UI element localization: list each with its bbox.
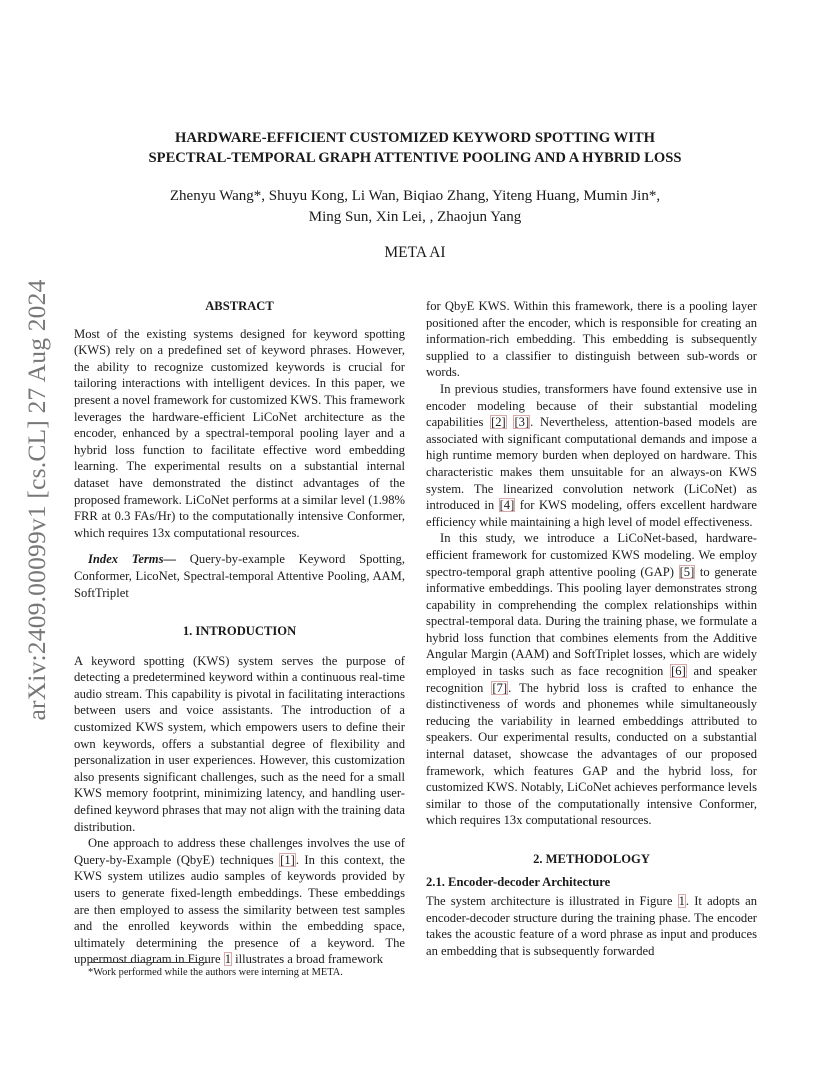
intro-paragraph-1: A keyword spotting (KWS) system serves the purpose of detecting a predetermined keyword within a continuous real-time audio stream. This capability is pivotal in facilitating interactions between users and voice assistants. The introduction of a customized KWS system, which empowers users to define their own keywords, offers a substantial degree of flexibility and personalization in user experiences. However, this customization also presents significant challenges, such as the need for a small KWS memory footprint, minimizing latency, and handling user-defined keyword phrases that may not align with the training data distribution. bbox=[74, 653, 405, 834]
index-terms bbox=[74, 551, 405, 601]
index-terms-text: Query-by-example Keyword Spotting, Conformer, LicoNet, Spectral-temporal Attentive Pooling, AAM, SoftTriplet bbox=[74, 552, 405, 600]
figure-link[interactable]: 1 bbox=[678, 894, 685, 909]
title-line-2: SPECTRAL-TEMPORAL GRAPH ATTENTIVE POOLING AND A HYBRID LOSS bbox=[148, 150, 682, 166]
methodology-heading: 2. METHODOLOGY bbox=[533, 852, 650, 866]
intro-paragraph-2: One approach to address these challenges involves the use of Query-by-Example (QbyE) techniques [1]. In this context, the KWS system utilizes audio samples of keywords provided by users to generate fixed-length embeddings. These embeddings are then employed to assess the similarity between test samples and the enrolled keywords within the embedding space, ultimately determining the presence of a keyword. The uppermost diagram in Figure 1 illustrates a broad framework bbox=[74, 836, 405, 967]
methodology-paragraph: The system architecture is illustrated in Figure 1. It adopts an encoder-decoder structure during the training phase. The encoder takes the acoustic feature of a word phrase as input and produces an embedding that is subsequently forwarded bbox=[426, 894, 757, 958]
arxiv-sidebar bbox=[14, 280, 60, 720]
title-line-1: HARDWARE-EFFICIENT CUSTOMIZED KEYWORD SPOTTING WITH bbox=[174, 130, 656, 146]
right-paragraph-3: In this study, we introduce a LiCoNet-based, hardware-efficient framework for customized KWS modeling. We employ spectro-temporal graph attentive pooling (GAP) [5] to generate informative embeddings. This pooling layer demonstrates strong capability in comprehending the complex relationships within spectral-temporal data. During the training phase, we formulate a hybrid loss function that combines elements from the Additive Angular Margin (AAM) and SoftTriplet losses, which are widely employed in tasks such as face recognition [6] and speaker recognition [7]. The hybrid loss is crafted to enhance the distinctiveness of words and phonemes while simultaneously reducing the variability in learned embeddings attributed to speakers. Our experimental results, conducted on a substantial internal dataset, showcase the advantages of our proposed framework, which features GAP and the hybrid loss, for customized KWS. Notably, LiCoNet achieves performance levels similar to those of the computationally intensive Conformer, which requires 13x computational resources. bbox=[426, 531, 757, 828]
authors-line-2: Ming Sun, Xin Lei, , Zhaojun Yang bbox=[308, 209, 522, 225]
citation-link[interactable]: [6] bbox=[671, 664, 686, 679]
citation-link[interactable]: [1] bbox=[280, 852, 295, 867]
abstract-text: Most of the existing systems designed for keyword spotting (KWS) rely on a predefined set of keyword phrases. However, the ability to recognize customized keywords is crucial for tailoring interactions with intelligent devices. In this paper, we present a novel framework for customized KWS. This framework leverages the hardware-efficient LiCoNet architecture as the encoder, enhanced by a spectral-temporal pooling layer and a hybrid loss function to facilitate effective word embedding learning. The experimental results on a substantial internal dataset have demonstrated the distinct advantages of the proposed framework. LiCoNet performs at a similar level (1.98% FRR at 0.3 FAs/Hr) to the computationally intensive Conformer, which requires 13x computational resources. bbox=[74, 326, 405, 540]
citation-link[interactable]: [3] bbox=[514, 415, 530, 430]
citation-link[interactable]: [7] bbox=[492, 680, 508, 695]
paper-title bbox=[80, 128, 750, 168]
author-list bbox=[80, 186, 750, 228]
introduction-heading: 1. INTRODUCTION bbox=[182, 624, 297, 639]
figure-link[interactable]: 1 bbox=[224, 952, 231, 967]
footnote: *Work performed while the authors were interning at META. bbox=[88, 967, 343, 978]
citation-link[interactable]: [4] bbox=[499, 498, 515, 513]
index-terms-label: Index Terms— bbox=[88, 552, 177, 567]
right-paragraph-1: for QbyE KWS. Within this framework, there is a pooling layer positioned after the encoder, which is responsible for creating an information-rich embedding. This embedding is subsequently supplied to a classifier to distinguish between sub-words or words. bbox=[426, 299, 757, 380]
abstract-heading: ABSTRACT bbox=[205, 299, 274, 313]
footnote-rule bbox=[88, 962, 206, 963]
subsection-heading: 2.1. Encoder-decoder Architecture bbox=[426, 874, 611, 889]
citation-link[interactable]: [5] bbox=[679, 564, 695, 579]
right-column bbox=[426, 298, 757, 960]
left-column bbox=[74, 298, 405, 968]
right-paragraph-2: In previous studies, transformers have found extensive use in encoder modeling because of their substantial modeling capabilities [2] [3]. Nevertheless, attention-based models are associated with significant computational demands and impose a high runtime memory burden when deployed on hardware. This characteristic makes them unsuitable for an always-on KWS system. The linearized convolution network (LiCoNet) as introduced in [4] for KWS modeling, offers excellent hardware efficiency while maintaining a high level of model effectiveness. bbox=[426, 381, 758, 529]
arxiv-identifier: arXiv:2409.00099v1 [cs.CL] 27 Aug 2024 bbox=[22, 279, 51, 721]
authors-line-1: Zhenyu Wang*, Shuyu Kong, Li Wan, Biqiao Zhang, Yiteng Huang, Mumin Jin*, bbox=[169, 188, 661, 204]
citation-link[interactable]: [2] bbox=[491, 415, 506, 430]
affiliation: META AI bbox=[384, 244, 446, 261]
